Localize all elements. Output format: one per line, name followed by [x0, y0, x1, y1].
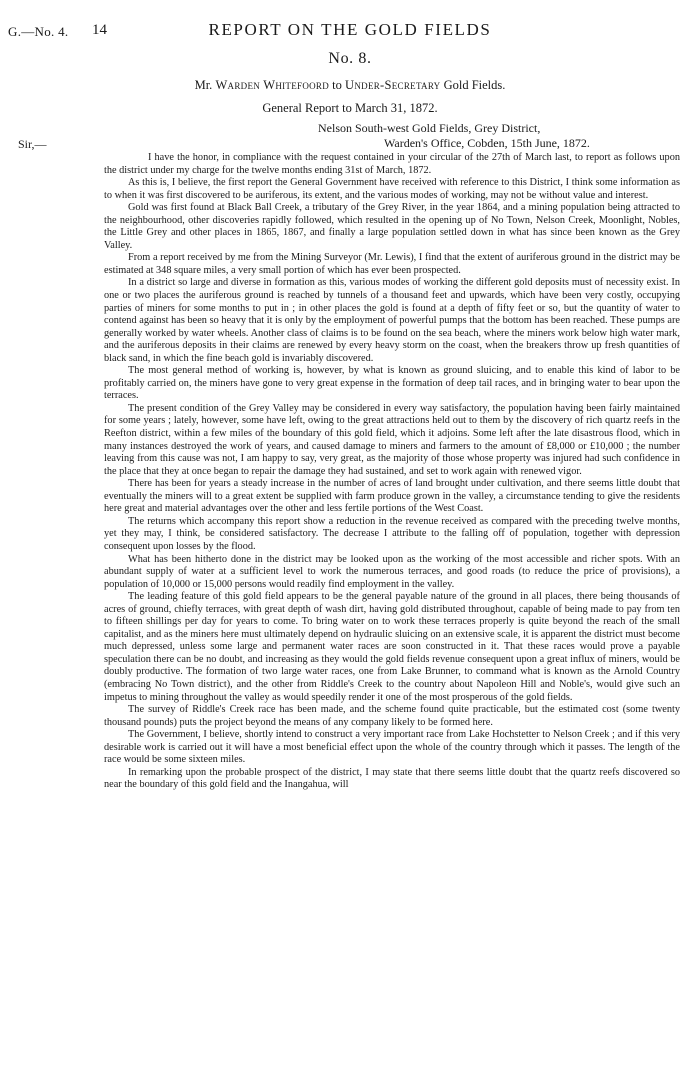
- running-title: REPORT ON THE GOLD FIELDS: [208, 20, 492, 39]
- page-header: [8, 20, 692, 46]
- from-to-prefix: Mr.: [194, 78, 216, 92]
- paragraph: What has been hitherto done in the district may be looked upon as the working of the most accessible and richer spots. With an abundant supply of water at a sufficient level to work the numerous terraces, and good roads (to reduce the price of provisions), a population of 10,000 or 15,000 persons would readily find employment in the valley.: [104, 553, 680, 590]
- paragraph: In remarking upon the probable prospect of the district, I may state that there seems little doubt that the quartz reefs discovered so near the boundary of this gold field and the Inangahua, will: [104, 766, 680, 791]
- paragraph: Gold was first found at Black Ball Creek, a tributary of the Grey River, in the year 1864, and a mining population being attracted to the neighbourhood, other discoveries rapidly followed, which resulted in the opening up of No Town, Nelson Creek, Moonlight, Nobles, the Little Grey and other places in 1865, 1867, and finally a large population settled down in what has since been known as the Grey Valley.: [104, 202, 680, 251]
- salutation: Sir,—: [18, 137, 47, 151]
- from-to-middle: to: [329, 78, 346, 92]
- page-number: 14: [92, 22, 107, 38]
- report-addressee-line: [0, 78, 700, 93]
- report-subtitle: General Report to March 31, 1872.: [262, 101, 438, 115]
- paragraph: The present condition of the Grey Valley may be considered in every way satisfactory, the population having been fairly maintained for some years ; lately, however, some have left, owing to the great attractions held out to them by the discovery of rich quartz reefs in the Reefton district, within a few miles of the boundary of this gold field, which it adjoins. Some left after the late disastrous flood, which in many instances destroyed the work of years, and caused damage to miners and farmers to the amount of £8,000 or £10,000 ; the number leaving from this cause was not, I am happy to say, very great, as the majority of those whose property was injured had such confidence in the place that they at once began to repair the damage they had sustained, and set to work again with renewed vigor.: [104, 402, 680, 477]
- from-to-suffix: Gold Fields.: [440, 78, 506, 92]
- paragraph: The Government, I believe, shortly intend to construct a very important race from Lake Hochstetter to Nelson Creek ; and if this very desirable work is carried out it will have a most beneficial effect upon the whole of the country through which it passes. The length of the race would be some sixteen miles.: [104, 729, 680, 766]
- paragraph: In a district so large and diverse in formation as this, various modes of working the different gold deposits must of necessity exist. In one or two places the auriferous ground is reached by tunnels of a thousand feet and upwards, which have been very costly, occupying parties of miners for some months to put in ; in other places the gold is found at a depth of fifty feet or so, but the quantity of water to contend against has been so heavy that it is only by the employment of powerful pumps that the bottom has been reached. These pumps are generally worked by water wheels. Another class of claims is to be found on the sea beach, where the miners work below high water mark, and the auriferous deposits in their claims are renewed by every heavy storm on the coast, when the breakers throw up fresh quantities of black sand, in which the fine beach gold is invariably discovered.: [104, 277, 680, 364]
- paragraph: There has been for years a steady increase in the number of acres of land brought under cultivation, and there seems little doubt that eventually the miners will to a great extent be supplied with farm produce grown in the valley, a circumstance tending to give the residents here great and material advantages over the other and less fertile portions of the West Coast.: [104, 478, 680, 515]
- paragraph: The returns which accompany this report show a reduction in the revenue received as compared with the preceding twelve months, yet they may, I think, be considered satisfactory. The decrease I attribute to the falling off of population, together with depression consequent upon losses by the flood.: [104, 515, 680, 552]
- document-reference: G.—No. 4.: [8, 24, 69, 39]
- report-number: No. 8.: [328, 50, 372, 67]
- paragraph: I have the honor, in compliance with the request contained in your circular of the 27th of March last, to report as follows upon the district under my charge for the twelve months ending 31st of March, 1872.: [104, 152, 680, 176]
- sender-address: [318, 121, 590, 151]
- paragraph: The leading feature of this gold field appears to be the general payable nature of the ground in all places, there being thousands of acres of ground, chiefly terraces, with great depth of wash dirt, having gold distributed throughout, capable of being made to pay from ten to fifteen shillings per day for years to come. To bring water on to work these terraces properly is quite beyond the reach of the small capitalist, and as the miners here must ultimately depend on hydraulic sluicing on an extensive scale, it is apparent the district must become much depressed, unless some large and permanent water races are soon constructed in it. That these races would prove a payable speculation there can be no doubt, and increasing as they would the gold fields revenue consequent upon a great influx of miners, would be doubly productive. The formation of two large water races, one from Lake Brunner, to command what is known as the Arnold Country (embracing No Town district), and the other from Riddle's Creek to the country about Napoleon Hill and Noble's, would give such an impetus to mining throughout the valley as would speedily render it one of the most prosperous of the gold fields.: [104, 591, 680, 703]
- address-line-1: Nelson South-west Gold Fields, Grey District,: [318, 121, 541, 135]
- recipient-title: Under-Secretary: [345, 78, 441, 92]
- address-line-2: Warden's Office, Cobden, 15th June, 1872.: [384, 136, 590, 150]
- paragraph: The survey of Riddle's Creek race has been made, and the scheme found quite practicable, but the estimated cost (some twenty thousand pounds) puts the project beyond the means of any company likely to be formed here.: [104, 704, 680, 728]
- paragraph: The most general method of working is, however, by what is known as ground sluicing, and to enable this kind of labor to be profitably carried on, the miners have gone to very great expense in the formation of deep tail races, and in bringing water to bear upon the terraces.: [104, 365, 680, 402]
- paragraph: From a report received by me from the Mining Surveyor (Mr. Lewis), I find that the extent of auriferous ground in the district may be estimated at 348 square miles, a very small portion of which has ever been prospected.: [104, 252, 680, 276]
- sender-title: Warden Whitefoord: [215, 78, 330, 92]
- paragraph: As this is, I believe, the first report the General Government have received with reference to this District, I think some information as to when it was first discovered to be auriferous, its extent, and the various modes of working, may not be without value and interest.: [104, 177, 680, 201]
- report-body: [104, 152, 680, 792]
